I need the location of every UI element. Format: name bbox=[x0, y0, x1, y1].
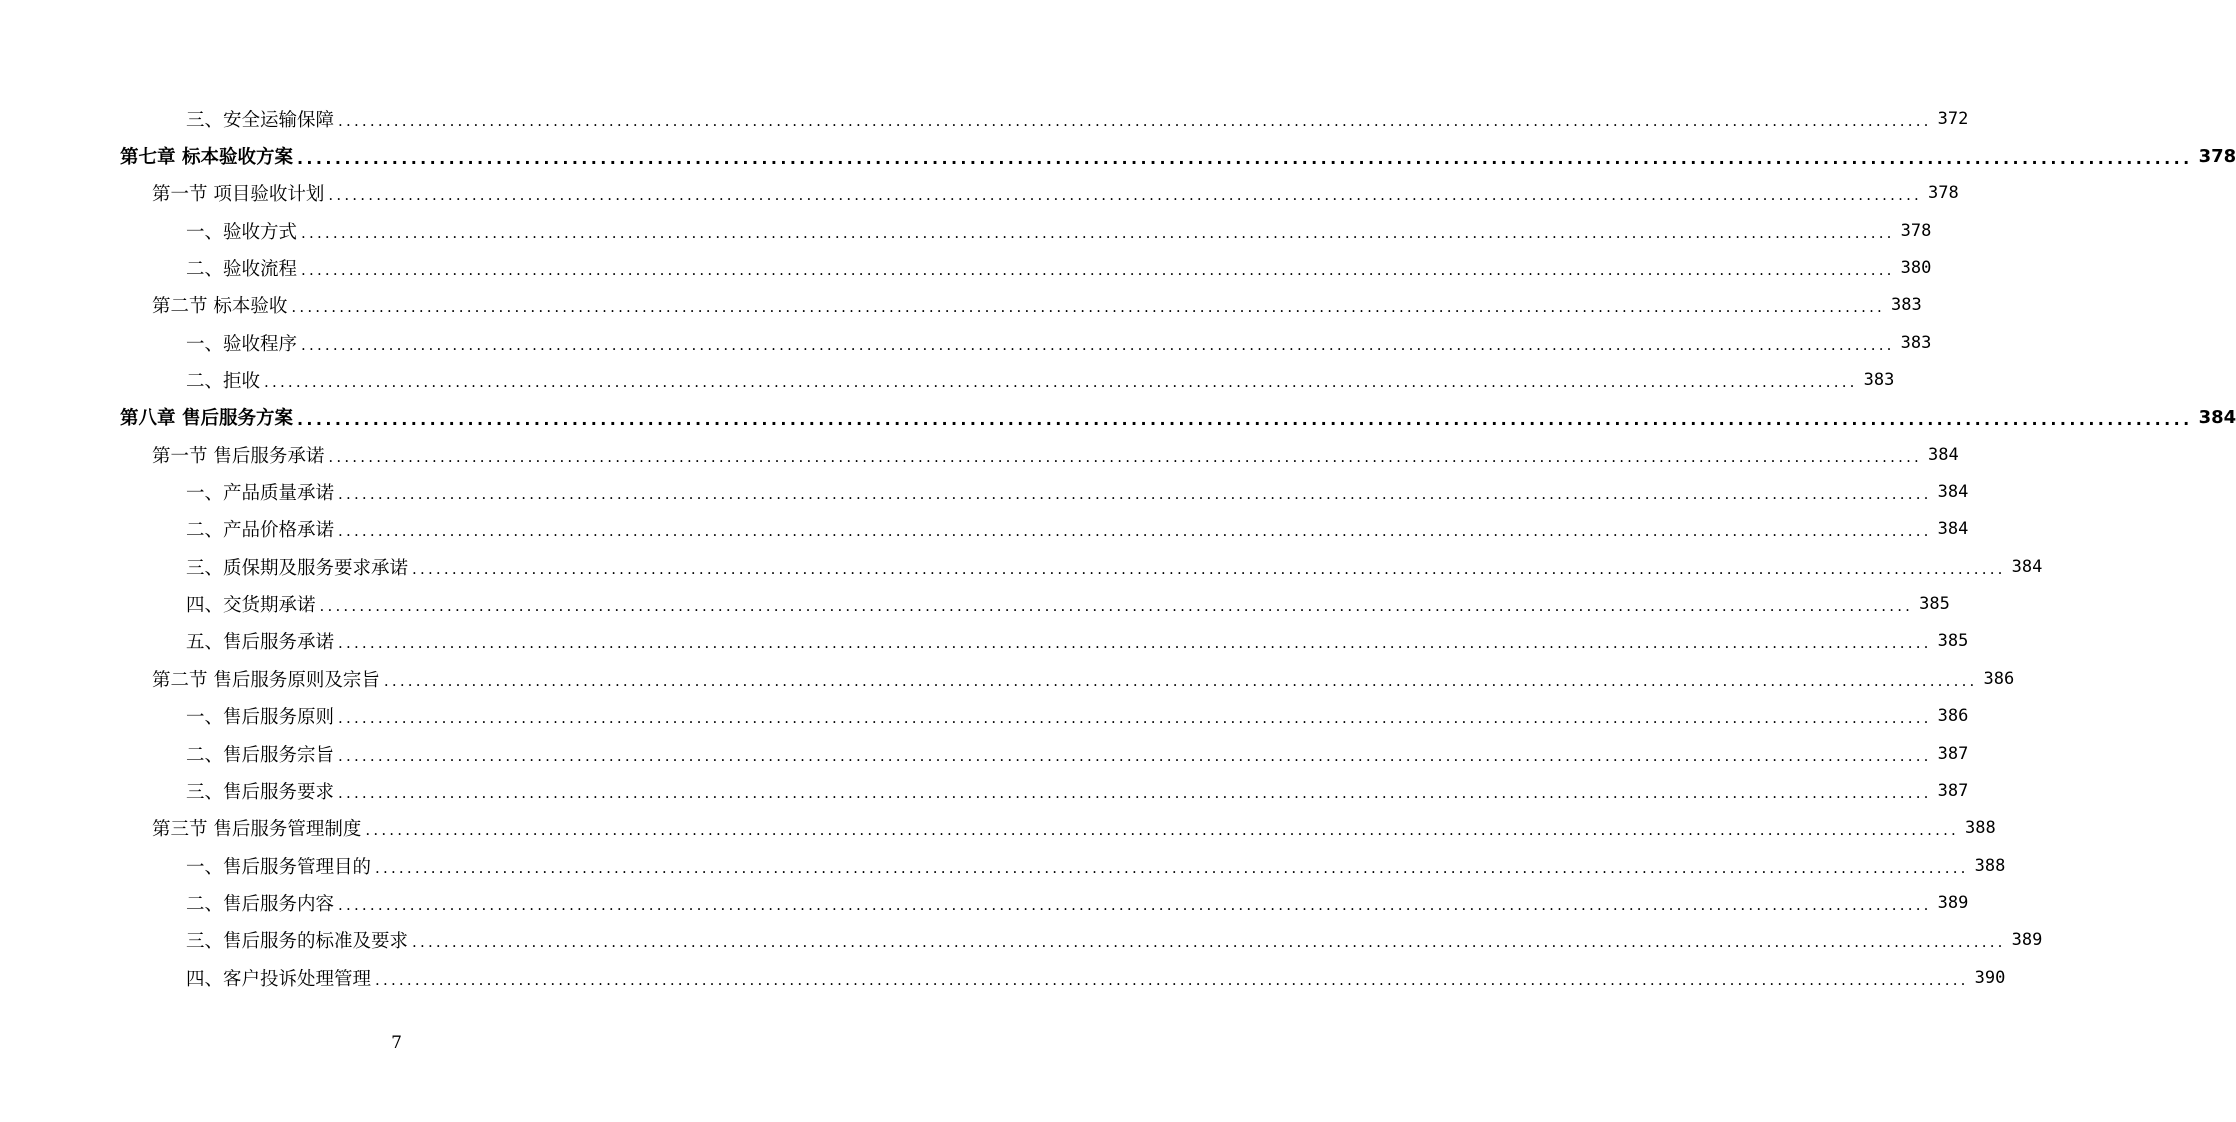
toc-entry-title: 三、售后服务要求 bbox=[186, 781, 335, 803]
toc-subsection-entry[interactable] bbox=[0, 772, 1969, 809]
toc-entry-page: 378 bbox=[2198, 145, 2236, 167]
toc-chapter-entry[interactable] bbox=[0, 137, 2236, 174]
toc-entry-page: 383 bbox=[1891, 295, 1922, 316]
toc-subsection-entry[interactable] bbox=[0, 100, 1969, 137]
toc-subsection-entry[interactable] bbox=[0, 324, 1932, 361]
toc-dot-leader: ........................................................................................................................................................................................................ bbox=[338, 485, 1932, 504]
toc-entry-title: 三、安全运输保障 bbox=[186, 109, 335, 131]
toc-subsection-entry[interactable] bbox=[0, 847, 2006, 884]
toc-dot-leader: ........................................................................................................................................................................................................ bbox=[296, 409, 2193, 429]
toc-entry-page: 388 bbox=[1974, 855, 2006, 876]
toc-dot-leader: ........................................................................................................................................................................................................ bbox=[365, 821, 1960, 840]
toc-entry-title: 第三节 售后服务管理制度 bbox=[152, 819, 362, 841]
toc-entry-page: 385 bbox=[1919, 594, 1950, 615]
toc-dot-leader: ........................................................................................................................................................................................................ bbox=[412, 933, 2006, 952]
toc-entry-page: 380 bbox=[1900, 258, 1932, 279]
toc-subsection-entry[interactable] bbox=[0, 623, 1969, 660]
toc-subsection-entry[interactable] bbox=[0, 473, 1969, 510]
toc-entry-page: 388 bbox=[1965, 818, 1996, 839]
toc-entry-page: 384 bbox=[1928, 444, 1959, 465]
toc-entry-page: 387 bbox=[1937, 743, 1969, 764]
toc-entry-page: 383 bbox=[1863, 370, 1895, 391]
toc-dot-leader: ........................................................................................................................................................................................................ bbox=[412, 559, 2006, 578]
toc-entry-title: 二、验收流程 bbox=[186, 259, 298, 281]
toc-dot-leader: ........................................................................................................................................................................................................ bbox=[375, 970, 1969, 989]
toc-entry-page: 389 bbox=[2011, 930, 2043, 951]
toc-entry-title: 一、产品质量承诺 bbox=[186, 483, 335, 505]
toc-entry-title: 一、验收程序 bbox=[186, 333, 298, 355]
toc-entry-title: 一、验收方式 bbox=[186, 221, 298, 243]
toc-section-entry[interactable] bbox=[0, 660, 2015, 697]
toc-dot-leader: ........................................................................................................................................................................................................ bbox=[375, 858, 1969, 877]
toc-subsection-entry[interactable] bbox=[0, 735, 1969, 772]
toc-dot-leader: ........................................................................................................................................................................................................ bbox=[328, 186, 1923, 205]
toc-subsection-entry[interactable] bbox=[0, 698, 1969, 735]
toc-entry-page: 384 bbox=[2011, 556, 2043, 577]
toc-entry-title: 四、客户投诉处理管理 bbox=[186, 968, 372, 990]
toc-entry-page: 385 bbox=[1937, 631, 1969, 652]
toc-entry-title: 三、售后服务的标准及要求 bbox=[186, 931, 409, 953]
toc-dot-leader: ........................................................................................................................................................................................................ bbox=[338, 522, 1932, 541]
toc-dot-leader: ........................................................................................................................................................................................................ bbox=[264, 373, 1858, 392]
toc-entry-page: 383 bbox=[1900, 332, 1932, 353]
page-number: 7 bbox=[391, 1033, 402, 1053]
toc-subsection-entry[interactable] bbox=[0, 548, 2043, 585]
toc-subsection-entry[interactable] bbox=[0, 884, 1969, 921]
toc-subsection-entry[interactable] bbox=[0, 361, 1895, 398]
toc-entry-page: 384 bbox=[1937, 519, 1969, 540]
toc-entry-page: 386 bbox=[1983, 668, 2015, 689]
toc-entry-title: 第八章 售后服务方案 bbox=[120, 408, 293, 430]
toc-entry-page: 384 bbox=[2198, 406, 2236, 428]
toc-entry-page: 386 bbox=[1937, 706, 1969, 727]
toc-entry-title: 第二节 标本验收 bbox=[152, 296, 288, 318]
toc-dot-leader: ........................................................................................................................................................................................................ bbox=[301, 335, 1895, 354]
toc-entry-page: 387 bbox=[1937, 780, 1969, 801]
toc-entry-page: 384 bbox=[1937, 482, 1969, 503]
toc-section-entry[interactable] bbox=[0, 287, 1922, 324]
toc-dot-leader: ........................................................................................................................................................................................................ bbox=[338, 111, 1932, 130]
toc-entry-page: 372 bbox=[1937, 108, 1969, 129]
toc-section-entry[interactable] bbox=[0, 175, 1959, 212]
toc-entry-page: 390 bbox=[1974, 967, 2006, 988]
toc-chapter-entry[interactable] bbox=[0, 399, 2236, 436]
toc-entry-title: 二、售后服务宗旨 bbox=[186, 744, 335, 766]
toc-subsection-entry[interactable] bbox=[0, 922, 2043, 959]
toc-entry-title: 四、交货期承诺 bbox=[186, 595, 316, 617]
toc-dot-leader: ........................................................................................................................................................................................................ bbox=[296, 148, 2193, 168]
toc-subsection-entry[interactable] bbox=[0, 959, 2006, 996]
toc-dot-leader: ........................................................................................................................................................................................................ bbox=[338, 783, 1932, 802]
table-of-contents bbox=[0, 100, 2236, 996]
toc-dot-leader: ........................................................................................................................................................................................................ bbox=[338, 746, 1932, 765]
toc-dot-leader: ........................................................................................................................................................................................................ bbox=[301, 261, 1895, 280]
toc-entry-page: 378 bbox=[1928, 183, 1959, 204]
toc-entry-title: 二、产品价格承诺 bbox=[186, 520, 335, 542]
toc-dot-leader: ........................................................................................................................................................................................................ bbox=[338, 709, 1932, 728]
toc-dot-leader: ........................................................................................................................................................................................................ bbox=[301, 223, 1895, 242]
toc-section-entry[interactable] bbox=[0, 436, 1959, 473]
toc-subsection-entry[interactable] bbox=[0, 511, 1969, 548]
toc-dot-leader: ........................................................................................................................................................................................................ bbox=[383, 671, 1978, 690]
toc-entry-page: 378 bbox=[1900, 220, 1932, 241]
toc-entry-title: 第二节 售后服务原则及宗旨 bbox=[152, 669, 380, 691]
toc-subsection-entry[interactable] bbox=[0, 249, 1932, 286]
toc-entry-title: 一、售后服务管理目的 bbox=[186, 856, 372, 878]
toc-entry-title: 二、售后服务内容 bbox=[186, 893, 335, 915]
toc-entry-title: 第七章 标本验收方案 bbox=[120, 147, 293, 169]
toc-dot-leader: ........................................................................................................................................................................................................ bbox=[338, 634, 1932, 653]
toc-section-entry[interactable] bbox=[0, 810, 1996, 847]
toc-dot-leader: ........................................................................................................................................................................................................ bbox=[319, 597, 1914, 616]
toc-subsection-entry[interactable] bbox=[0, 585, 1950, 622]
toc-entry-title: 一、售后服务原则 bbox=[186, 707, 335, 729]
toc-entry-title: 二、拒收 bbox=[186, 371, 261, 393]
toc-entry-title: 三、质保期及服务要求承诺 bbox=[186, 557, 409, 579]
toc-entry-title: 第一节 项目验收计划 bbox=[152, 184, 325, 206]
toc-entry-page: 389 bbox=[1937, 892, 1969, 913]
toc-dot-leader: ........................................................................................................................................................................................................ bbox=[328, 447, 1923, 466]
toc-dot-leader: ........................................................................................................................................................................................................ bbox=[291, 298, 1886, 317]
toc-dot-leader: ........................................................................................................................................................................................................ bbox=[338, 895, 1932, 914]
toc-entry-title: 第一节 售后服务承诺 bbox=[152, 445, 325, 467]
toc-subsection-entry[interactable] bbox=[0, 212, 1932, 249]
toc-entry-title: 五、售后服务承诺 bbox=[186, 632, 335, 654]
